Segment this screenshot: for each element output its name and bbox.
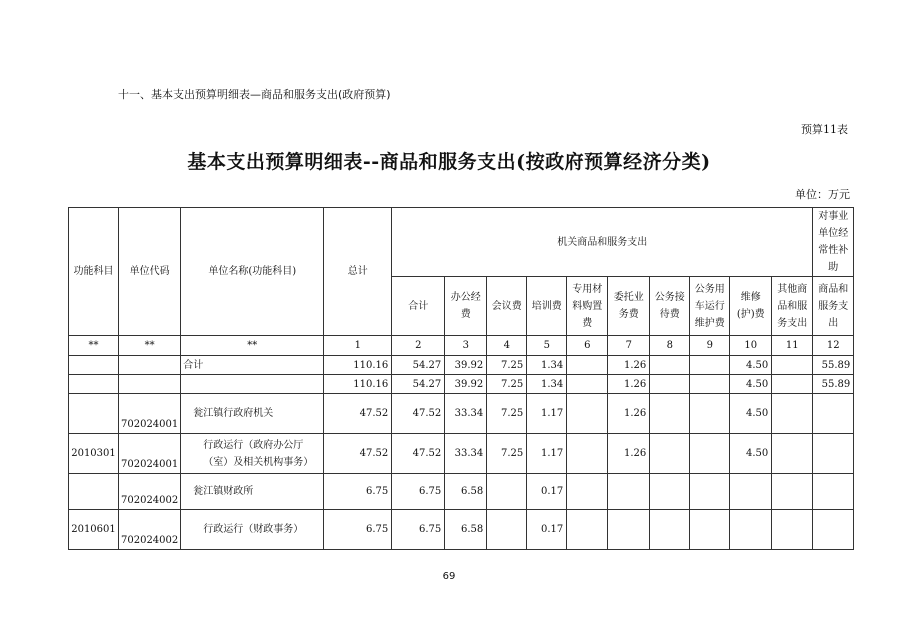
- header-gongwuche: 公务用车运行维护费: [690, 277, 730, 336]
- page-title: 基本支出预算明细表--商品和服务支出(按政府预算经济分类): [187, 151, 711, 173]
- value-cell: 7.25: [487, 394, 527, 434]
- value-cell: [650, 356, 690, 375]
- value-cell: 4.50: [730, 434, 772, 474]
- value-cell: [487, 474, 527, 510]
- header-huiyi: 会议费: [487, 277, 527, 336]
- header-gongwu: 公务接待费: [650, 277, 690, 336]
- header-bangong: 办公经费: [445, 277, 487, 336]
- value-cell: 1.34: [527, 375, 567, 394]
- header-shangpin: 商品和服务支出: [813, 277, 854, 336]
- index-cell: 1: [324, 336, 392, 356]
- table-number: 预算11表: [801, 123, 848, 136]
- value-cell: 39.92: [445, 356, 487, 375]
- value-cell: [690, 394, 730, 434]
- value-cell: [487, 510, 527, 550]
- header-weixiu: 维修(护)费: [730, 277, 772, 336]
- value-cell: 55.89: [813, 356, 854, 375]
- value-cell: [813, 394, 854, 434]
- header-zhuanyong: 专用材料购置费: [567, 277, 608, 336]
- value-cell: 7.25: [487, 434, 527, 474]
- code-cell: 702024002: [119, 474, 181, 510]
- value-cell: 6.75: [324, 474, 392, 510]
- value-cell: [608, 510, 650, 550]
- value-cell: [567, 434, 608, 474]
- value-cell: 47.52: [324, 434, 392, 474]
- value-cell: [772, 510, 813, 550]
- value-cell: 7.25: [487, 356, 527, 375]
- header-peixun: 培训费: [527, 277, 567, 336]
- table-row: [69, 394, 854, 434]
- name-cell: 瓮江镇行政府机关: [181, 394, 324, 434]
- index-cell: 3: [445, 336, 487, 356]
- value-cell: 54.27: [392, 356, 445, 375]
- index-cell: 2: [392, 336, 445, 356]
- table-row: [69, 474, 854, 510]
- value-cell: [772, 434, 813, 474]
- code-cell: [119, 375, 181, 394]
- index-row: [69, 336, 854, 356]
- code-cell: 702024001: [119, 434, 181, 474]
- value-cell: [650, 434, 690, 474]
- value-cell: 1.26: [608, 394, 650, 434]
- value-cell: [730, 474, 772, 510]
- value-cell: 110.16: [324, 356, 392, 375]
- value-cell: 6.75: [392, 510, 445, 550]
- value-cell: [567, 474, 608, 510]
- value-cell: 47.52: [392, 394, 445, 434]
- value-cell: [690, 375, 730, 394]
- value-cell: [690, 356, 730, 375]
- value-cell: [813, 474, 854, 510]
- value-cell: 6.58: [445, 474, 487, 510]
- value-cell: 39.92: [445, 375, 487, 394]
- table-row: [69, 375, 854, 394]
- code-cell: [119, 356, 181, 375]
- page-number: 69: [442, 571, 456, 582]
- value-cell: 1.17: [527, 394, 567, 434]
- value-cell: [650, 510, 690, 550]
- header-unit-code: 单位代码: [119, 208, 181, 336]
- section-title: 十一、基本支出预算明细表—商品和服务支出(政府预算): [118, 88, 391, 101]
- func-cell: 2010301: [69, 434, 119, 474]
- value-cell: [690, 434, 730, 474]
- value-cell: [567, 356, 608, 375]
- header-weituo: 委托业务费: [608, 277, 650, 336]
- value-cell: [772, 375, 813, 394]
- value-cell: 0.17: [527, 474, 567, 510]
- value-cell: 1.26: [608, 375, 650, 394]
- value-cell: 1.17: [527, 434, 567, 474]
- index-cell: 6: [567, 336, 608, 356]
- table-row: [69, 356, 854, 375]
- value-cell: [567, 510, 608, 550]
- budget-table: [68, 207, 854, 550]
- value-cell: 6.58: [445, 510, 487, 550]
- value-cell: [730, 510, 772, 550]
- value-cell: 4.50: [730, 356, 772, 375]
- index-cell: 9: [690, 336, 730, 356]
- func-cell: [69, 375, 119, 394]
- table-row: [69, 434, 854, 474]
- header-group: 机关商品和服务支出: [392, 208, 813, 277]
- value-cell: 6.75: [392, 474, 445, 510]
- value-cell: 1.26: [608, 434, 650, 474]
- func-cell: 2010601: [69, 510, 119, 550]
- code-cell: 702024002: [119, 510, 181, 550]
- func-cell: [69, 474, 119, 510]
- header-qita: 其他商品和服务支出: [772, 277, 813, 336]
- value-cell: 33.34: [445, 434, 487, 474]
- name-cell: 行政运行（财政事务）: [181, 510, 324, 550]
- name-cell: 合计: [181, 356, 324, 375]
- value-cell: [690, 510, 730, 550]
- header-subsidy: 对事业单位经常性补助: [813, 208, 854, 277]
- value-cell: 1.26: [608, 356, 650, 375]
- value-cell: 47.52: [392, 434, 445, 474]
- index-cell: 5: [527, 336, 567, 356]
- value-cell: [813, 510, 854, 550]
- index-cell: **: [119, 336, 181, 356]
- value-cell: 110.16: [324, 375, 392, 394]
- value-cell: 33.34: [445, 394, 487, 434]
- header-heji: 合计: [392, 277, 445, 336]
- value-cell: 55.89: [813, 375, 854, 394]
- value-cell: [650, 394, 690, 434]
- value-cell: [567, 394, 608, 434]
- name-cell: 行政运行（政府办公厅（室）及相关机构事务）: [181, 434, 324, 474]
- index-cell: 10: [730, 336, 772, 356]
- value-cell: [690, 474, 730, 510]
- value-cell: 0.17: [527, 510, 567, 550]
- index-cell: 12: [813, 336, 854, 356]
- func-cell: [69, 394, 119, 434]
- index-cell: 7: [608, 336, 650, 356]
- value-cell: [813, 434, 854, 474]
- index-cell: 4: [487, 336, 527, 356]
- header-total: 总计: [324, 208, 392, 336]
- value-cell: 4.50: [730, 375, 772, 394]
- index-cell: 11: [772, 336, 813, 356]
- index-cell: **: [69, 336, 119, 356]
- value-cell: [772, 394, 813, 434]
- value-cell: 54.27: [392, 375, 445, 394]
- table-row: [69, 510, 854, 550]
- value-cell: [608, 474, 650, 510]
- index-cell: 8: [650, 336, 690, 356]
- value-cell: [772, 356, 813, 375]
- header-unit-name: 单位名称(功能科目): [181, 208, 324, 336]
- value-cell: 4.50: [730, 394, 772, 434]
- name-cell: [181, 375, 324, 394]
- unit-label: 单位：万元: [795, 188, 850, 201]
- value-cell: 1.34: [527, 356, 567, 375]
- header-func-subject: 功能科目: [69, 208, 119, 336]
- code-cell: 702024001: [119, 394, 181, 434]
- value-cell: [650, 474, 690, 510]
- value-cell: 47.52: [324, 394, 392, 434]
- index-cell: **: [181, 336, 324, 356]
- func-cell: [69, 356, 119, 375]
- value-cell: [567, 375, 608, 394]
- name-cell: 瓮江镇财政所: [181, 474, 324, 510]
- value-cell: [772, 474, 813, 510]
- value-cell: 6.75: [324, 510, 392, 550]
- value-cell: [650, 375, 690, 394]
- value-cell: 7.25: [487, 375, 527, 394]
